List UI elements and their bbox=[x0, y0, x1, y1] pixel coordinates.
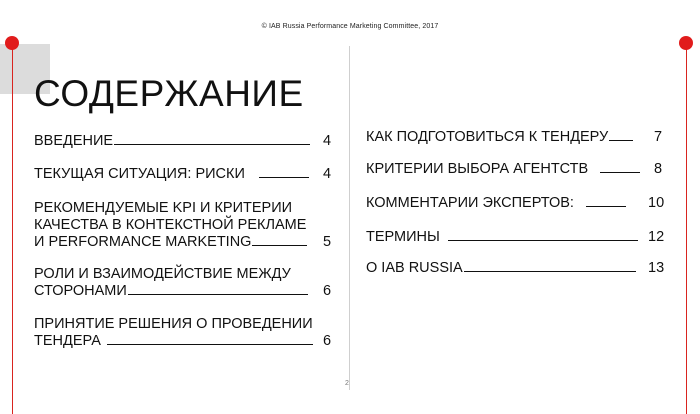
toc-entry-kpi[interactable] bbox=[34, 200, 334, 251]
toc-entry-title: КОММЕНТАРИИ ЭКСПЕРТОВ: bbox=[366, 195, 574, 211]
toc-entry-introduction[interactable] bbox=[34, 133, 334, 150]
toc-entry-title: КРИТЕРИИ ВЫБОРА АГЕНТСТВ bbox=[366, 161, 589, 177]
toc-leader bbox=[464, 270, 636, 272]
column-divider bbox=[349, 46, 350, 390]
toc-leader bbox=[448, 239, 638, 241]
toc-leader bbox=[128, 293, 308, 295]
toc-entry-title: О IAB RUSSIA bbox=[366, 260, 463, 276]
toc-leader bbox=[252, 244, 307, 246]
toc-page-number: 13 bbox=[648, 260, 665, 276]
toc-entry-title-line: КАЧЕСТВА В КОНТЕКСТНОЙ РЕКЛАМЕ bbox=[34, 217, 307, 233]
toc-entry-expert-comments[interactable] bbox=[366, 195, 666, 212]
toc-entry-agency-criteria[interactable] bbox=[366, 161, 666, 178]
toc-page-number: 5 bbox=[323, 234, 332, 250]
toc-leader bbox=[107, 343, 313, 345]
page-number: 2 bbox=[345, 380, 349, 387]
right-red-dot bbox=[679, 36, 693, 50]
toc-entry-roles[interactable] bbox=[34, 266, 334, 300]
toc-page-number: 6 bbox=[323, 333, 332, 349]
toc-entry-title-line: РЕКОМЕНДУЕМЫЕ KPI И КРИТЕРИИ bbox=[34, 200, 293, 216]
toc-entry-terms[interactable] bbox=[366, 229, 666, 246]
toc-entry-tender-decision[interactable] bbox=[34, 316, 334, 350]
toc-page-number: 12 bbox=[648, 229, 665, 245]
toc-entry-current-situation[interactable] bbox=[34, 166, 334, 183]
left-red-dot bbox=[5, 36, 19, 50]
toc-entry-title-line: РОЛИ И ВЗАИМОДЕЙСТВИЕ МЕЖДУ bbox=[34, 266, 291, 282]
left-red-line bbox=[12, 44, 13, 414]
toc-entry-about-iab[interactable] bbox=[366, 260, 666, 277]
page-title: СОДЕРЖАНИЕ bbox=[34, 73, 304, 114]
toc-entry-title: ВВЕДЕНИЕ bbox=[34, 133, 114, 149]
toc-entry-title: КАК ПОДГОТОВИТЬСЯ К ТЕНДЕРУ bbox=[366, 129, 609, 145]
toc-entry-title: ТЕРМИНЫ bbox=[366, 229, 440, 245]
copyright-notice: © IAB Russia Performance Marketing Committee, 2017 bbox=[261, 23, 439, 30]
toc-page-number: 4 bbox=[323, 133, 332, 149]
toc-entry-title-line: ТЕНДЕРА bbox=[34, 333, 101, 349]
toc-leader bbox=[600, 171, 640, 173]
toc-entry-title-line: СТОРОНАМИ bbox=[34, 283, 127, 299]
toc-page-number: 6 bbox=[323, 283, 332, 299]
toc-page-number: 7 bbox=[654, 129, 663, 145]
toc-entry-title-line: ПРИНЯТИЕ РЕШЕНИЯ О ПРОВЕДЕНИИ bbox=[34, 316, 313, 332]
right-red-line bbox=[686, 44, 687, 414]
toc-entry-tender-prep[interactable] bbox=[366, 129, 666, 146]
toc-leader bbox=[586, 205, 626, 207]
toc-page-number: 10 bbox=[648, 195, 665, 211]
toc-page-number: 8 bbox=[654, 161, 663, 177]
toc-entry-title: ТЕКУЩАЯ СИТУАЦИЯ: РИСКИ bbox=[34, 166, 245, 182]
toc-leader bbox=[609, 139, 633, 141]
toc-leader bbox=[114, 143, 310, 145]
toc-page-number: 4 bbox=[323, 166, 332, 182]
toc-entry-title-line: И PERFORMANCE MARKETING bbox=[34, 234, 252, 250]
toc-leader bbox=[259, 176, 309, 178]
